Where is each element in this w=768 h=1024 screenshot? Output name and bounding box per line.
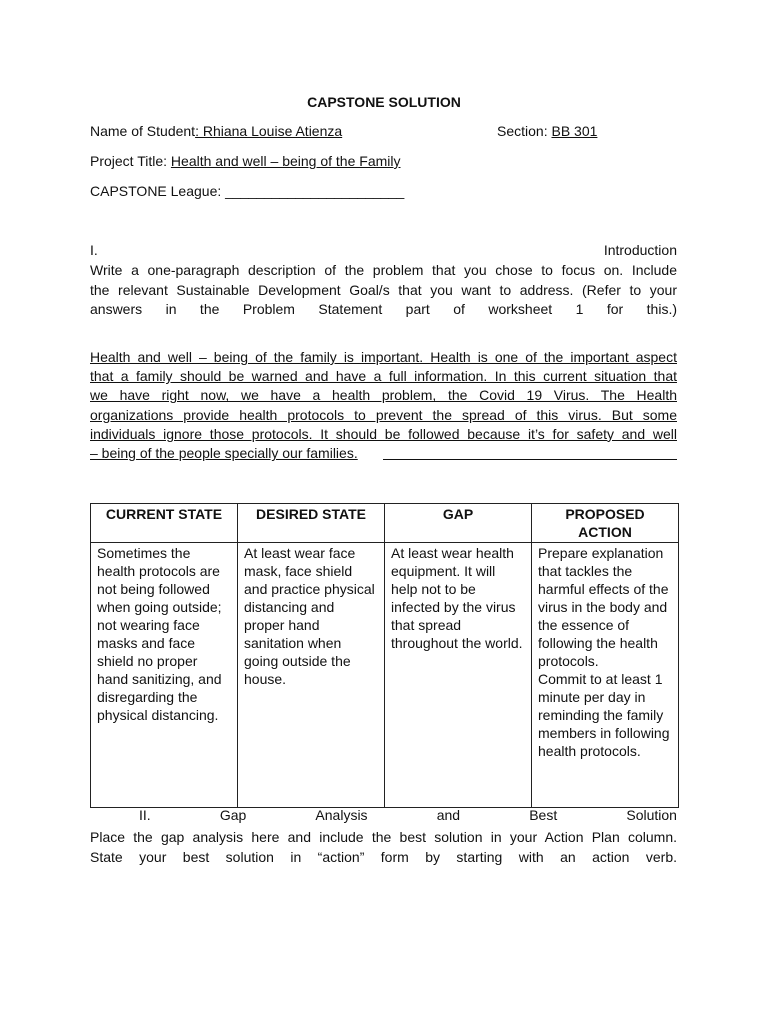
header-gap: GAP <box>385 504 532 543</box>
section2-line: State your best solution in “action” form by starting with an action verb. <box>90 849 677 865</box>
answer-line: – being of the people specially our families. <box>90 445 358 462</box>
section2-word: Analysis <box>315 807 368 823</box>
answer-line: Health and well – being of the family is important. Health is one of the important aspect <box>90 349 677 365</box>
section1-number: I. <box>90 242 98 258</box>
student-name-value: : Rhiana Louise Atienza <box>195 123 343 139</box>
league-label: CAPSTONE League: <box>90 183 226 199</box>
section2-line: Place the gap analysis here and include the best solution in your Action Plan column. <box>90 829 677 845</box>
answer-line: individuals ignore those protocols. It should be followed because it’s for safety and well <box>90 425 677 442</box>
section2-word: Solution <box>626 807 677 823</box>
answer-line: organizations provide health protocols to prevent the spread of this virus. But some <box>90 406 677 423</box>
project-title-value: Health and well – being of the Family <box>170 153 401 169</box>
proposed-action-item: Commit to at least 1 minute per day in reminding the family members in following health protocols. <box>538 671 670 759</box>
student-name-label: Name of Student <box>90 123 196 139</box>
cell-desired-state: At least wear face mask, face shield and practice physical distancing and proper hand sanitation when going outside the house. <box>238 543 385 808</box>
header-proposed-action: PROPOSED ACTION <box>532 504 679 543</box>
section-line <box>497 123 597 139</box>
cell-gap: At least wear health equipment. It will help not to be infected by the virus that spread throughout the world. <box>385 543 532 808</box>
league-line <box>90 183 404 199</box>
section1-title: Introduction <box>603 242 677 258</box>
cell-current-state: Sometimes the health protocols are not being followed when going outside; not wearing face masks and face shield no proper hand sanitizing, and disregarding the physical distancing. <box>91 543 238 808</box>
instruction-line: Write a one-paragraph description of the problem that you chose to focus on. Include <box>90 262 677 278</box>
section2-word: and <box>436 807 461 823</box>
section2-heading <box>139 807 677 827</box>
project-title-line <box>90 153 401 169</box>
proposed-action-item: Prepare explanation that tackles the harmful effects of the virus in the body and the essence of following the health protocols. <box>538 545 669 669</box>
section2-word: Gap <box>219 807 247 823</box>
instruction-line: the relevant Sustainable Development Goal/s that you want to address. (Refer to your <box>90 281 677 298</box>
section1-heading <box>90 242 677 262</box>
gap-analysis-table <box>90 503 679 808</box>
document-title: CAPSTONE SOLUTION <box>307 94 461 110</box>
instruction-line: answers in the Problem Statement part of worksheet 1 for this.) <box>90 301 677 317</box>
section2-word: II. <box>139 807 151 823</box>
section2-word: Best <box>529 807 558 823</box>
table-header-row <box>91 504 679 543</box>
table-row <box>91 543 679 808</box>
section-value: BB 301 <box>551 123 598 139</box>
introduction-answer <box>90 348 677 463</box>
student-name-line <box>90 123 342 139</box>
league-value: _______________________ <box>225 183 405 199</box>
answer-line: we have right now, we have a health problem, the Covid 19 Virus. The Health <box>90 387 677 404</box>
header-desired-state: DESIRED STATE <box>238 504 385 543</box>
answer-line: that a family should be warned and have a full information. In this current situation that <box>90 368 677 385</box>
project-title-label: Project Title: <box>90 153 171 169</box>
section-label: Section: <box>497 123 552 139</box>
cell-proposed-action <box>532 543 679 808</box>
section1-instructions <box>90 261 677 320</box>
header-current-state: CURRENT STATE <box>91 504 238 543</box>
answer-underline <box>383 459 677 460</box>
section2-instructions <box>90 827 677 867</box>
